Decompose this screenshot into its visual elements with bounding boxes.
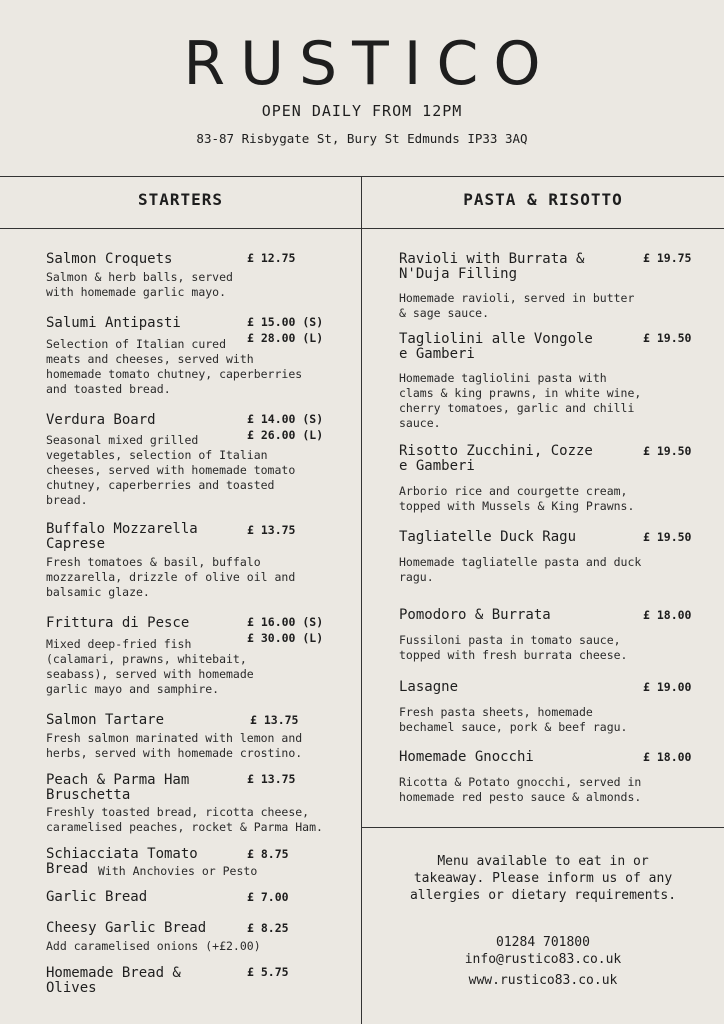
item-name: Garlic Bread: [46, 889, 148, 905]
item-price: £ 8.25: [247, 921, 289, 935]
item-price: £ 19.00: [643, 680, 692, 694]
item-name: Cheesy Garlic Bread: [46, 920, 207, 936]
section-title-pasta: PASTA & RISOTTO: [463, 190, 623, 209]
item-name: Buffalo Mozzarella Caprese: [46, 521, 198, 552]
item-description: Freshly toasted bread, ricotta cheese, caramelised peaches, rocket & Parma Ham.: [46, 805, 323, 834]
item-price: £ 18.00: [643, 608, 692, 622]
item-description: Homemade tagliatelle pasta and duck ragu.: [399, 555, 642, 584]
item-description: With Anchovies or Pesto: [98, 864, 258, 878]
item-price: £ 19.50: [643, 530, 692, 544]
item-price: £ 19.50: [643, 444, 692, 458]
item-description: Seasonal mixed grilled vegetables, selection of Italian cheeses, served with homemade tomato chutney, caperberries and toasted bread.: [46, 433, 296, 507]
item-name: Homemade Bread & Olives: [46, 965, 181, 996]
restaurant-address: 83-87 Risbygate St, Bury St Edmunds IP33 3AQ: [196, 131, 528, 146]
item-name: Risotto Zucchini, Cozze e Gamberi: [399, 443, 593, 474]
item-name: Homemade Gnocchi: [399, 749, 534, 765]
website-link[interactable]: www.rustico83.co.uk: [468, 973, 618, 988]
email-link[interactable]: info@rustico83.co.uk: [464, 952, 622, 967]
item-price: £ 7.00: [247, 890, 289, 904]
divider-info: [362, 827, 724, 828]
item-name: Verdura Board: [46, 412, 156, 428]
item-description: Homemade tagliolini pasta with clams & king prawns, in white wine, cherry tomatoes, garlic and chilli sauce.: [399, 371, 642, 430]
item-name: Ravioli with Burrata & N'Duja Filling: [399, 251, 585, 282]
item-description: Fresh pasta sheets, homemade bechamel sauce, pork & beef ragu.: [399, 705, 628, 734]
item-price: £ 16.00 (S) £ 30.00 (L): [247, 615, 324, 645]
item-price: £ 13.75: [247, 772, 296, 786]
item-description: Fresh salmon marinated with lemon and herbs, served with homemade crostino.: [46, 731, 303, 760]
opening-hours: OPEN DAILY FROM 12PM: [261, 102, 463, 120]
item-name: Lasagne: [399, 679, 459, 695]
item-name: Frittura di Pesce: [46, 615, 190, 631]
item-name: Schiacciata Tomato Bread: [46, 846, 198, 877]
section-title-starters: STARTERS: [137, 190, 224, 209]
item-price: £ 12.75: [247, 251, 296, 265]
item-name: Pomodoro & Burrata: [399, 607, 551, 623]
restaurant-name: RUSTICO: [183, 29, 556, 99]
item-price: £ 14.00 (S) £ 26.00 (L): [247, 412, 324, 442]
item-price: £ 8.75: [247, 847, 289, 861]
divider-top: [0, 176, 724, 177]
item-description: Homemade ravioli, served in butter & sage sauce.: [399, 291, 635, 320]
item-description: Mixed deep-fried fish (calamari, prawns, whitebait, seabass), served with homemade garlic mayo and samphire.: [46, 637, 254, 696]
item-price: £ 19.50: [643, 331, 692, 345]
item-description: Fresh tomatoes & basil, buffalo mozzarella, drizzle of olive oil and balsamic glaze.: [46, 555, 296, 599]
item-name: Salmon Tartare: [46, 712, 165, 728]
item-description: Selection of Italian cured meats and cheeses, served with homemade tomato chutney, caperberries and toasted bread.: [46, 337, 303, 396]
item-name: Salumi Antipasti: [46, 315, 181, 331]
allergy-notice: Menu available to eat in or takeaway. Please inform us of any allergies or dietary requirements.: [409, 854, 677, 903]
item-name: Salmon Croquets: [46, 251, 173, 267]
menu-header: [0, 0, 724, 176]
phone-number: 01284 701800: [496, 935, 590, 950]
item-description: Fussiloni pasta in tomato sauce, topped with fresh burrata cheese.: [399, 633, 628, 662]
item-name: Peach & Parma Ham Bruschetta: [46, 772, 190, 803]
item-name: Tagliolini alle Vongole e Gamberi: [399, 331, 593, 362]
item-name: Tagliatelle Duck Ragu: [399, 529, 577, 545]
item-price: £ 15.00 (S) £ 28.00 (L): [247, 315, 324, 345]
item-price: £ 19.75: [643, 251, 692, 265]
item-description: Salmon & herb balls, served with homemade garlic mayo.: [46, 270, 233, 299]
item-price: £ 13.75: [247, 523, 296, 537]
item-description: Arborio rice and courgette cream, topped with Mussels & King Prawns.: [399, 484, 635, 513]
item-description: Add caramelised onions (+£2.00): [46, 939, 261, 953]
item-price: £ 5.75: [247, 965, 289, 979]
item-price: £ 18.00: [643, 750, 692, 764]
item-description: Ricotta & Potato gnocchi, served in homemade red pesto sauce & almonds.: [399, 775, 642, 804]
item-price: £ 13.75: [250, 713, 299, 727]
divider-section-header: [0, 228, 724, 229]
